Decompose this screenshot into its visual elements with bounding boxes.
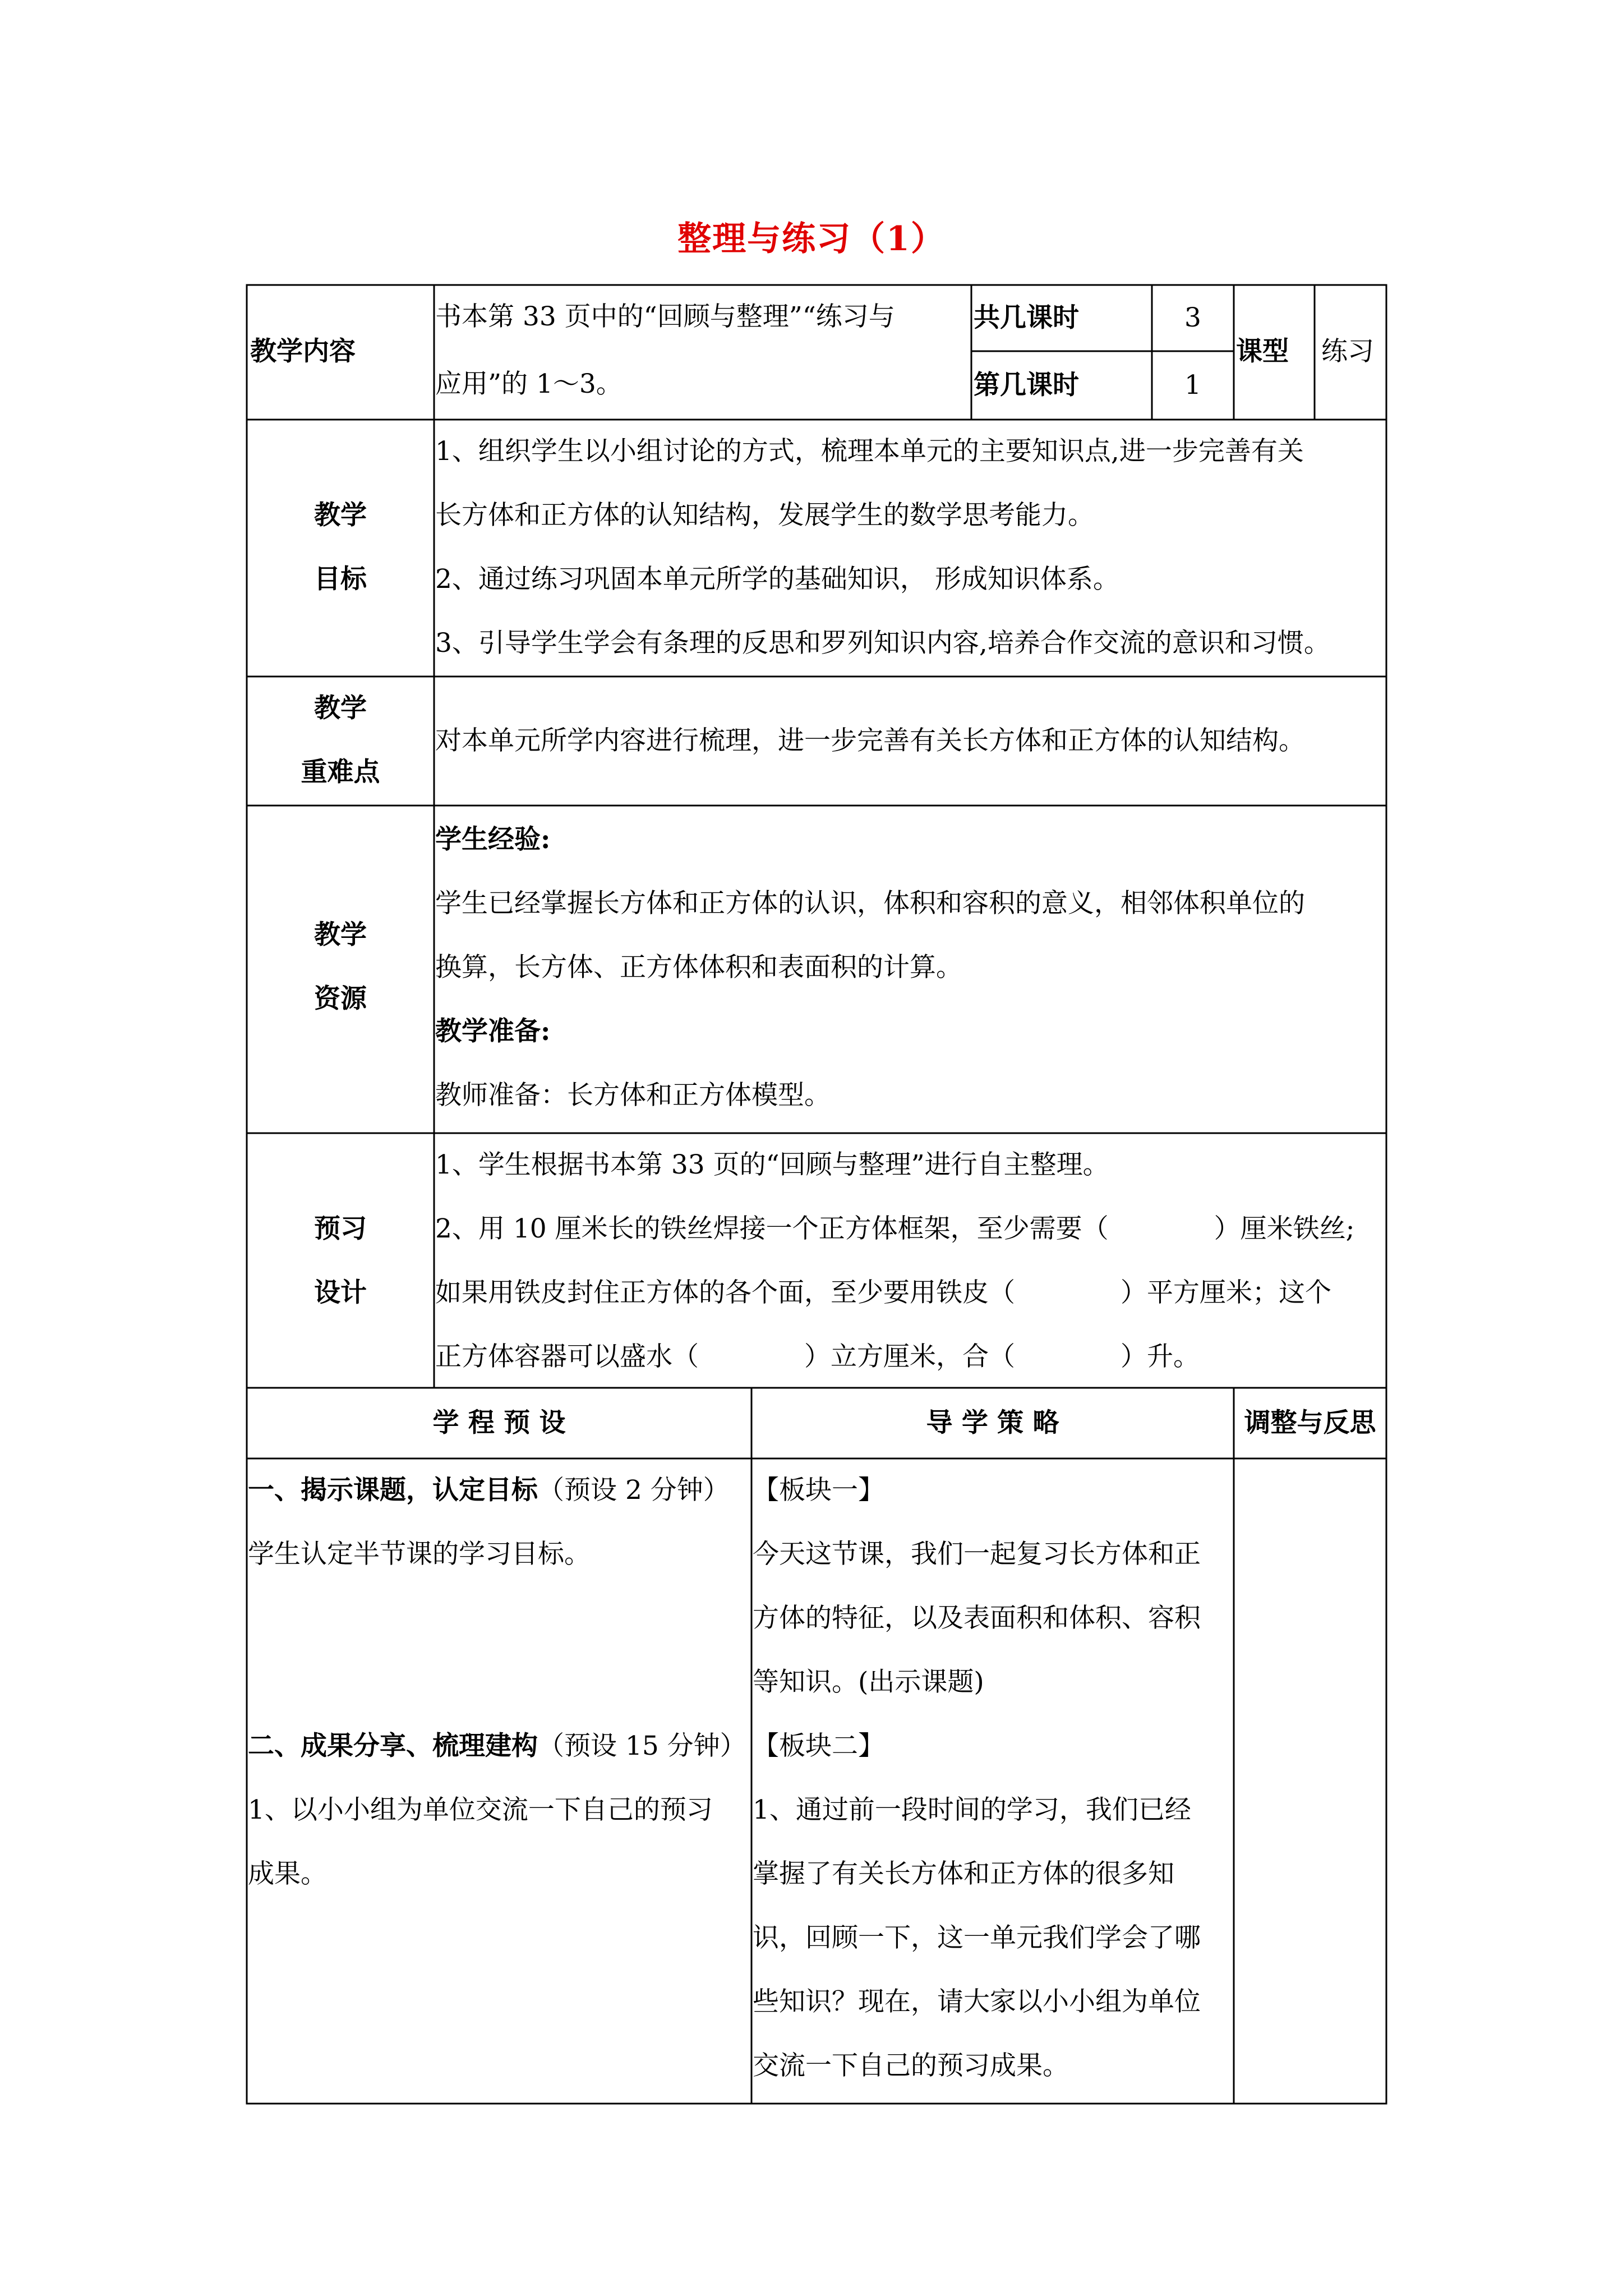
- content-text-line-2: 应用”的 1～3。: [435, 369, 623, 399]
- lesson-type-value: 练习: [1321, 336, 1374, 367]
- block-1-line-2: 方体的特征，以及表面积和体积、容积: [753, 1603, 1201, 1634]
- teaching-prep-heading: 教学准备:: [435, 1016, 551, 1047]
- section-2-duration: （预设 15 分钟）: [538, 1731, 746, 1761]
- keypoints-label-1: 教学: [314, 693, 367, 724]
- goals-label-1: 教学: [314, 500, 367, 531]
- nth-lesson-label: 第几课时: [974, 370, 1079, 401]
- section-2-title: 二、成果分享、梳理建构: [248, 1731, 538, 1761]
- total-lessons-value: 3: [1184, 302, 1201, 333]
- block-2-line-5: 交流一下自己的预习成果。: [753, 2050, 1069, 2081]
- block-1-line-3: 等知识。(出示课题): [753, 1667, 984, 1697]
- block-1-title: 【板块一】: [753, 1475, 884, 1506]
- preview-line-2: 2、用 10 厘米长的铁丝焊接一个正方体框架，至少需要（ ）厘米铁丝;: [435, 1213, 1355, 1244]
- section-1-heading: [248, 1458, 730, 1522]
- col-header-guidance-strategy: 导 学 策 略: [926, 1407, 1059, 1438]
- nth-lesson-value: 1: [1184, 370, 1201, 401]
- block-2-line-2: 掌握了有关长方体和正方体的很多知: [753, 1858, 1174, 1889]
- section-2-line-1: 1、以小小组为单位交流一下自己的预习: [248, 1795, 713, 1825]
- content-label: 教学内容: [250, 336, 356, 367]
- block-2-line-3: 识，回顾一下，这一单元我们学会了哪: [753, 1922, 1201, 1953]
- block-1-line-1: 今天这节课，我们一起复习长方体和正: [753, 1539, 1201, 1570]
- section-1-line: 学生认定半节课的学习目标。: [248, 1539, 591, 1570]
- keypoints-label-2: 重难点: [301, 757, 380, 788]
- preview-label-2: 设计: [314, 1277, 367, 1308]
- resources-label-2: 资源: [314, 983, 367, 1014]
- content-text-line-1: 书本第 33 页中的“回顾与整理”“练习与: [435, 301, 895, 332]
- goal-line-3: 2、通过练习巩固本单元所学的基础知识， 形成知识体系。: [435, 564, 1119, 595]
- student-experience-line-1: 学生已经掌握长方体和正方体的认识，体积和容积的意义，相邻体积单位的: [435, 888, 1305, 919]
- page-title: 整理与练习（1）: [677, 219, 946, 259]
- block-2-line-1: 1、通过前一段时间的学习，我们已经: [753, 1795, 1191, 1825]
- goal-line-2: 长方体和正方体的认知结构，发展学生的数学思考能力。: [435, 500, 1094, 531]
- section-2-line-2: 成果。: [248, 1858, 327, 1889]
- teaching-prep-line: 教师准备：长方体和正方体模型。: [435, 1080, 831, 1111]
- goal-line-4: 3、引导学生学会有条理的反思和罗列知识内容,培养合作交流的意识和习惯。: [435, 628, 1330, 659]
- preview-label-1: 预习: [314, 1213, 367, 1244]
- col-header-adjust-reflect: 调整与反思: [1244, 1407, 1376, 1438]
- total-lessons-label: 共几课时: [974, 302, 1079, 333]
- block-2-line-4: 些知识？现在，请大家以小小组为单位: [753, 1986, 1201, 2017]
- col-header-learning-process: 学 程 预 设: [432, 1407, 566, 1438]
- preview-line-1: 1、学生根据书本第 33 页的“回顾与整理”进行自主整理。: [435, 1149, 1109, 1180]
- goal-line-1: 1、组织学生以小组讨论的方式，梳理本单元的主要知识点,进一步完善有关: [435, 436, 1304, 467]
- preview-line-3: 如果用铁皮封住正方体的各个面，至少要用铁皮（ ）平方厘米；这个: [435, 1277, 1331, 1308]
- student-experience-line-2: 换算，长方体、正方体体积和表面积的计算。: [435, 952, 962, 983]
- preview-line-4: 正方体容器可以盛水（ ）立方厘米，合（ ）升。: [435, 1341, 1200, 1372]
- resources-label-1: 教学: [314, 919, 367, 950]
- section-2-heading: [248, 1714, 746, 1778]
- lesson-type-label: 课型: [1236, 336, 1289, 367]
- section-1-title: 一、揭示课题，认定目标: [248, 1475, 538, 1506]
- keypoints-text: 对本单元所学内容进行梳理，进一步完善有关长方体和正方体的认知结构。: [435, 725, 1305, 756]
- section-1-duration: （预设 2 分钟）: [538, 1475, 730, 1506]
- student-experience-heading: 学生经验:: [435, 824, 551, 855]
- block-2-title: 【板块二】: [753, 1731, 884, 1761]
- goals-label-2: 目标: [314, 564, 367, 595]
